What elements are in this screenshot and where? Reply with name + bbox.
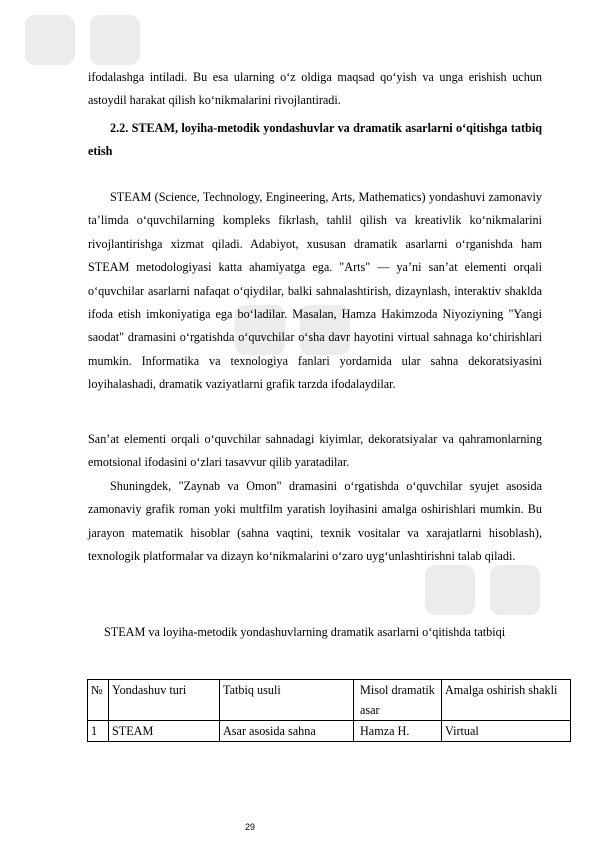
header-cell-number: № xyxy=(88,680,109,721)
table-row xyxy=(88,721,571,742)
cell-method: Asar asosida sahna xyxy=(220,721,354,742)
body-paragraph-zaynab: Shuningdek, "Zaynab va Omon" dramasini o‘rgatishda o‘quvchilar syujet asosida zamonaviy grafik roman yoki multfilm yaratish loyihasini amalga oshirishlari mumkin. Bu jarayon matematik hisoblar (sahna vaqtini, texnik vositalar va xarajatlarni hisoblash), texnologik platformalar va dizayn ko‘nikmalarini o‘zaro uyg‘unlashtirishni talab qiladi. xyxy=(88,479,542,564)
table-caption: STEAM va loyiha-metodik yondashuvlarning dramatik asarlarni o‘qitishda tatbiqi xyxy=(104,625,506,639)
intro-paragraph: ifodalashga intiladi. Bu esa ularning o‘z oldiga maqsad qo‘yish va unga erishish uchun astoydil harakat qilish ko‘nikmalarini rivojlantiradi. xyxy=(88,70,542,108)
cell-form: Virtual xyxy=(442,721,571,742)
watermark-mark xyxy=(20,10,150,70)
header-cell-form: Amalga oshirish shakli xyxy=(442,680,571,721)
cell-approach: STEAM xyxy=(109,721,220,742)
header-cell-approach: Yondashuv turi xyxy=(109,680,220,721)
watermark-mark xyxy=(420,560,550,620)
cell-number: 1 xyxy=(88,721,109,742)
section-heading: 2.2. STEAM, loyiha-metodik yondashuvlar va dramatik asarlarni o‘qitishga tatbiq etish xyxy=(88,121,542,159)
body-paragraph-steam: STEAM (Science, Technology, Engineering, Arts, Mathematics) yondashuvi zamonaviy ta’limda o‘quvchilarning kompleks fikrlash, tahlil qilish va kreativlik ko‘nikmalarini rivojlantirishga xizmat qiladi. Adabiyot, xususan dramatik asarlarni o‘rganishda ham STEAM metodologiyasi katta ahamiyatga ega. "Arts" — ya’ni san’at elementi orqali o‘quvchilar asarlarni nafaqat o‘qiydilar, balki sahnalashtirish, dizaynlash, interaktiv shaklda ifoda etish imkoniyatiga ega bo‘ladilar. Masalan, Hamza Hakimzoda Niyoziyning "Yangi saodat" dramasini o‘rgatishda o‘quvchilar o‘sha davr hayotini virtual sahnaga ko‘chirishlari mumkin. Informatika va texnologiya fanlari yordamida ular sahna dekoratsiyasini loyihalashadi, dramatik vaziyatlarni grafik tarzda ifodalaydilar. xyxy=(88,190,542,392)
table-header-row xyxy=(88,680,571,721)
header-cell-example: Misol dramatik asar xyxy=(354,680,442,721)
page-number: 29 xyxy=(245,822,256,832)
body-paragraph-arts: San’at elementi orqali o‘quvchilar sahnadagi kiyimlar, dekoratsiyalar va qahramonlarning emotsional ifodasini o‘zlari tasavvur qilib yaratadilar. xyxy=(88,432,542,470)
cell-example: Hamza H. xyxy=(354,721,442,742)
approaches-table xyxy=(87,679,571,742)
header-cell-method: Tatbiq usuli xyxy=(220,680,354,721)
